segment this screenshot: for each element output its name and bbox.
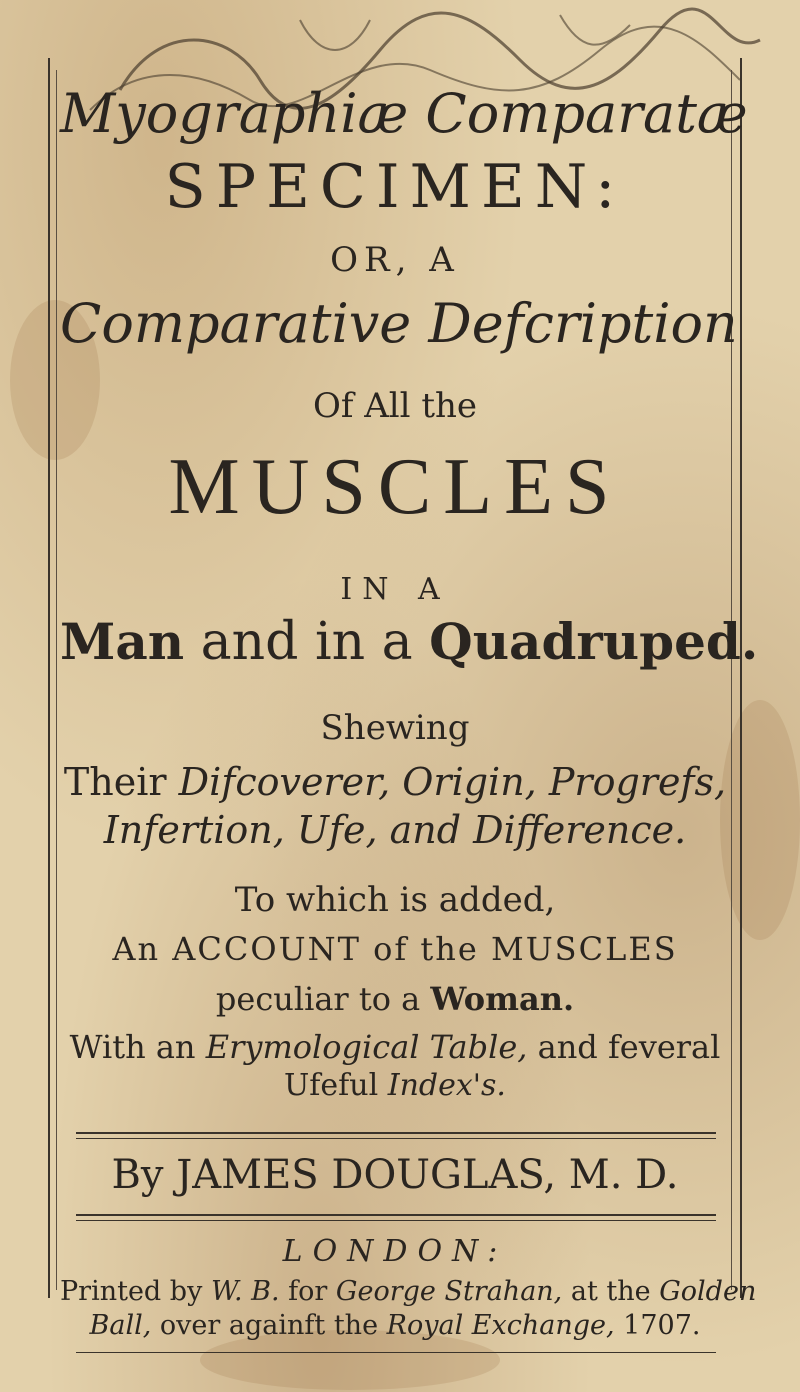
peculiar-to-woman — [60, 980, 730, 1018]
of-all-the: Of All the — [312, 386, 478, 426]
useful-word: Ufeful — [284, 1068, 379, 1103]
etymological-table-line — [60, 1028, 730, 1066]
over-against-the: over againft the — [159, 1310, 379, 1341]
with-an: With an — [69, 1028, 196, 1066]
or-a: OR, A — [330, 240, 460, 280]
printed-by: Printed by — [60, 1276, 203, 1307]
quadruped-word: Quadruped. — [429, 612, 759, 671]
muscles-heading: MUSCLES — [168, 443, 622, 531]
latin-title: Myographiæ Comparatæ — [60, 82, 748, 145]
their-word: Their — [63, 760, 167, 804]
insertion-use-difference: Infertion, Ufe, and Difference. — [103, 808, 687, 852]
comparative-description: Comparative Defcription — [60, 292, 738, 355]
publication-year: 1707. — [623, 1310, 701, 1341]
divider-rule — [76, 1132, 716, 1134]
imprint-line — [60, 1310, 730, 1341]
and-several: and feveral — [537, 1028, 721, 1066]
royal-exchange: Royal Exchange, — [386, 1310, 615, 1341]
place-of-publication: LONDON: — [282, 1234, 508, 1269]
to-which-is-added: To which is added, — [234, 880, 556, 920]
for-word: for — [288, 1276, 328, 1307]
and-in-a: and in a — [200, 612, 413, 672]
indexes-word: Index's. — [387, 1068, 506, 1103]
etymological-table: Erymological Table, — [205, 1028, 528, 1066]
bottom-rule — [76, 1352, 716, 1353]
their-discoverer-line — [60, 760, 730, 804]
divider-rule — [76, 1220, 716, 1221]
printer-line — [60, 1276, 757, 1307]
divider-rule — [76, 1214, 716, 1216]
specimen-heading: SPECIMEN: — [164, 152, 626, 222]
printer-initials: W. B. — [210, 1276, 280, 1307]
discoverer-origin-progress: Difcoverer, Origin, Progrefs, — [178, 760, 727, 804]
author-line: By JAMES DOUGLAS, M. D. — [111, 1152, 679, 1198]
bookseller-name: George Strahan, — [335, 1276, 563, 1307]
man-word: Man — [60, 612, 185, 671]
man-and-quadruped — [60, 612, 759, 672]
in-a: IN A — [340, 572, 450, 607]
at-the: at the — [570, 1276, 651, 1307]
peculiar-to-a: peculiar to a — [215, 980, 421, 1018]
shewing: Shewing — [320, 708, 470, 748]
golden-word: Golden — [659, 1276, 757, 1307]
account-of-muscles: An ACCOUNT of the MUSCLES — [112, 930, 678, 968]
ball-word: Ball, — [89, 1310, 152, 1341]
divider-rule — [76, 1138, 716, 1139]
useful-indexes-line — [60, 1068, 730, 1103]
woman-word: Woman. — [430, 980, 575, 1018]
